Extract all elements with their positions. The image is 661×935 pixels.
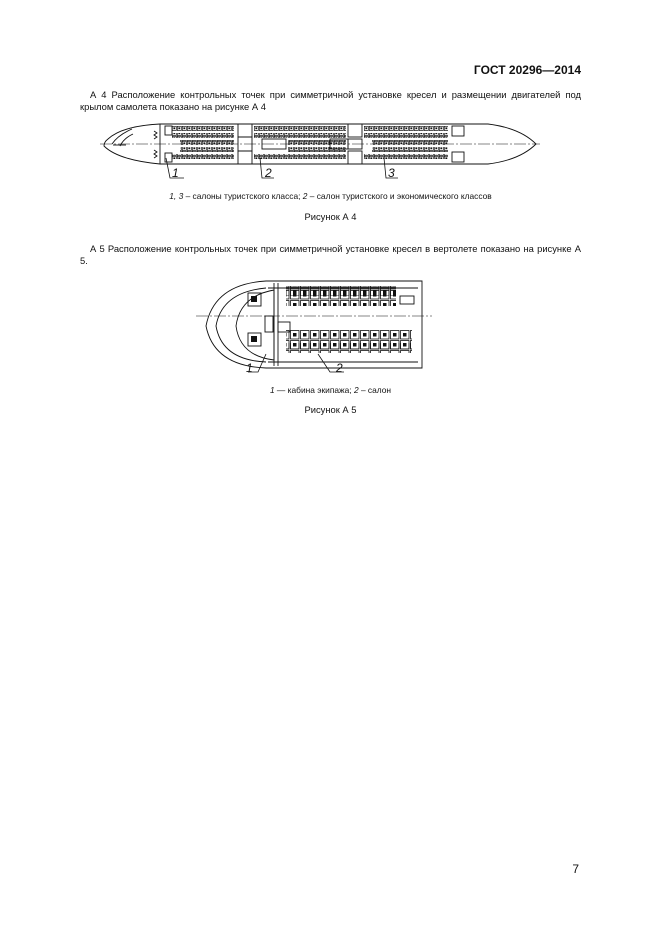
label-a5-2: 2 xyxy=(336,361,343,375)
paragraph-a4: А 4 Расположение контрольных точек при симметричной установке кресел и размещении двигателей под крылом самолета показано на рисунке А 4 xyxy=(80,89,581,112)
page-number: 7 xyxy=(572,862,579,876)
figure-label-a5: Рисунок А 5 xyxy=(304,404,357,415)
helicopter-cabin-diagram xyxy=(196,281,432,372)
label-a4-3: 3 xyxy=(388,166,395,180)
paragraph-a5: А 5 Расположение контрольных точек при симметричной установке кресел в вертолете показано на рисунке А 5. xyxy=(80,243,581,266)
caption-a5-num1: 1 xyxy=(269,385,275,395)
label-a4-2: 2 xyxy=(265,166,272,180)
caption-a5 xyxy=(0,385,661,395)
caption-a4-text2: – салон туристского и экономического классов xyxy=(307,191,492,201)
caption-a4-text1: – салоны туристского класса; xyxy=(183,191,303,201)
caption-a5-num2: 2 xyxy=(353,385,359,395)
caption-a4-num2: 2 xyxy=(302,191,308,201)
figure-label-a4: Рисунок А 4 xyxy=(304,211,357,222)
label-a5-1: 1 xyxy=(246,361,253,375)
caption-a4-num1: 1, 3 xyxy=(169,191,184,201)
label-a4-1: 1 xyxy=(172,166,179,180)
caption-a5-text1: — кабина экипажа; xyxy=(274,385,354,395)
caption-a5-text2: – салон xyxy=(358,385,392,395)
caption-a4 xyxy=(0,191,661,201)
document-code: ГОСТ 20296—2014 xyxy=(473,63,581,77)
